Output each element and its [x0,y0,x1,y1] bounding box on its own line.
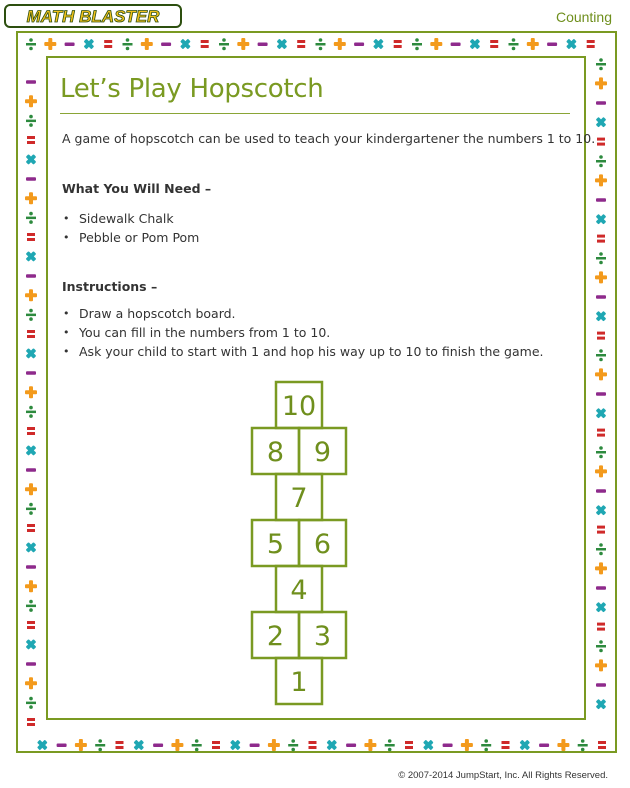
bullet: • [63,326,70,339]
hopscotch-number: 2 [266,621,285,652]
instruction-item-text: Draw a hopscotch board. [79,306,236,321]
logo-text: MATH BLASTER [26,7,160,26]
bullet: • [63,307,70,320]
hopscotch-number: 4 [290,575,308,606]
hopscotch-number: 3 [313,621,332,652]
bullet: • [63,212,70,225]
bullet: • [63,345,70,358]
hopscotch-number: 5 [266,529,285,560]
instructions-heading: Instructions – [62,279,158,294]
hopscotch-number: 7 [290,483,308,514]
intro-text: A game of hopscotch can be used to teach your kindergartener the numbers 1 to 10. [62,131,596,146]
hopscotch-number: 8 [266,437,285,468]
hopscotch-number: 10 [281,391,317,422]
instruction-item-text: You can fill in the numbers from 1 to 10. [79,325,331,340]
category-label: Counting [555,9,612,25]
copyright-footer: © 2007-2014 JumpStart, Inc. All Rights Reserved. [398,770,608,781]
bullet: • [63,231,70,244]
page-title: Let’s Play Hopscotch [60,74,324,104]
needs-item-text: Pebble or Pom Pom [79,230,200,245]
instruction-item-text: Ask your child to start with 1 and hop his way up to 10 to finish the game. [79,344,544,359]
hopscotch-number: 9 [313,437,332,468]
hopscotch-number: 1 [290,667,308,698]
needs-item-text: Sidewalk Chalk [79,211,174,226]
hopscotch-number: 6 [313,529,332,560]
needs-heading: What You Will Need – [62,181,212,196]
